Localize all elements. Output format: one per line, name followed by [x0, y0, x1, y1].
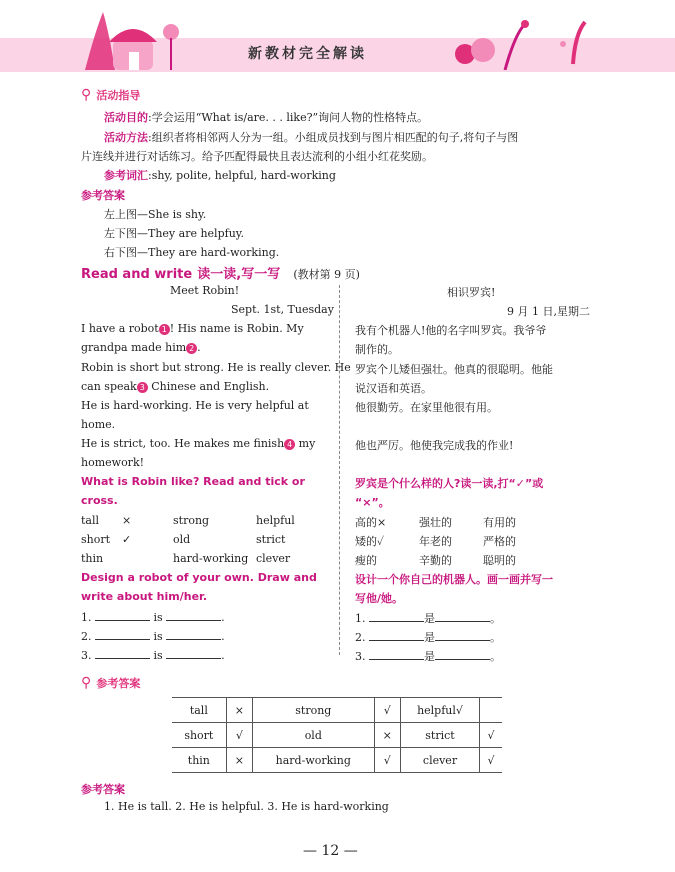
table-cell: old	[252, 723, 374, 748]
table-cell: hard-working	[252, 748, 374, 773]
method-text-2: 片连线并进行对话练习。给予匹配得最快且表达流利的小组小红花奖励。	[81, 150, 433, 163]
fill-blank[interactable]	[166, 610, 221, 621]
page-number: — 12 —	[303, 843, 358, 859]
chinese-p3: 他很勤劳。在家里他很有用。	[355, 401, 498, 414]
cn-grid-r1c2: 强壮的	[419, 516, 452, 529]
answer3-heading: 参考答案	[81, 783, 125, 796]
cn-grid-r2c2: 年老的	[419, 535, 452, 548]
english-p2-line2	[81, 380, 269, 393]
p1b: ! His name is Robin. My	[169, 322, 304, 335]
section-title-en: Read and write	[81, 267, 193, 282]
cn-fill-1	[355, 610, 501, 626]
activity-vocab	[104, 167, 336, 183]
chinese-p1-line1: 我有个机器人!他的名字叫罗宾。我爷爷	[355, 324, 547, 337]
eng-grid-r2c1: short	[81, 533, 111, 546]
chinese-q2-line1: 设计一个你自己的机器人。画一画并写一	[355, 573, 553, 586]
cn-fill-2	[355, 629, 501, 645]
table-cell: √	[480, 723, 502, 748]
fill-num: 3.	[81, 649, 92, 662]
method-label: 活动方法	[104, 131, 148, 144]
eng-grid-r3c1: thin	[81, 552, 104, 565]
answer1-line-3: 右下图—They are hard-working.	[104, 246, 280, 259]
table-cell: short	[172, 723, 226, 748]
p2b: can speak	[81, 380, 137, 393]
eng-grid-r2c2: ✓	[122, 533, 132, 546]
english-q2-line2: write about him/her.	[81, 590, 208, 603]
eng-grid-r2c4: strict	[256, 533, 286, 546]
table-row	[172, 698, 502, 723]
table-row	[172, 748, 502, 773]
answer3-text: 1. He is tall. 2. He is helpful. 3. He is hard-working	[104, 800, 389, 813]
answer2-heading	[81, 672, 140, 691]
english-date: Sept. 1st, Tuesday	[231, 303, 334, 316]
activity-heading-label: 活动指导	[96, 89, 141, 102]
fill-end: 。	[490, 612, 501, 625]
fill-num: 3.	[355, 650, 366, 663]
english-p4-line1	[81, 437, 315, 450]
fill-num: 1.	[355, 612, 366, 625]
eng-grid-r3c3: hard-working	[173, 552, 249, 565]
english-title: Meet Robin!	[170, 284, 240, 297]
eng-grid-r3c4: clever	[256, 552, 291, 565]
fill-blank[interactable]	[369, 611, 424, 622]
eng-grid-r2c3: old	[173, 533, 191, 546]
chinese-p1-line2: 制作的。	[355, 343, 399, 356]
plants-decoration-icon	[445, 14, 605, 70]
fill-blank[interactable]	[369, 630, 424, 641]
fill-blank[interactable]	[435, 611, 490, 622]
cn-grid-r2c3: 严格的	[483, 535, 516, 548]
answer1-line-1: 左上图—She is shy.	[104, 208, 207, 221]
eng-grid-r1c2: ×	[122, 514, 132, 527]
english-p3-line2: home.	[81, 418, 116, 431]
table-cell: thin	[172, 748, 226, 773]
fill-blank[interactable]	[435, 630, 490, 641]
magnifier-icon: ⚲	[81, 675, 92, 691]
english-p3-line1: He is hard-working. He is very helpful at	[81, 399, 309, 412]
fill-end: 。	[490, 650, 501, 663]
english-p4-line2: homework!	[81, 456, 145, 469]
table-cell: √	[374, 698, 400, 723]
english-q2-line1: Design a robot of your own. Draw and	[81, 571, 317, 584]
eng-fill-1: 1. is .	[81, 611, 225, 624]
magnifier-icon: ⚲	[81, 87, 92, 103]
eng-fill-2: 2. is .	[81, 630, 225, 643]
fill-is: is	[153, 630, 163, 643]
fill-shi: 是	[424, 612, 435, 625]
fill-num: 1.	[81, 611, 92, 624]
section-title-cn: 读一读,写一写	[197, 267, 281, 282]
fill-blank[interactable]	[369, 649, 424, 660]
column-divider	[339, 285, 340, 655]
marker-1: 1	[159, 324, 170, 335]
goal-label: 活动目的	[104, 111, 148, 124]
marker-4: 4	[284, 439, 295, 450]
activity-goal	[104, 109, 428, 125]
section-title	[81, 263, 360, 282]
method-text-1: :组织者将相邻两人分为一组。小组成员找到与图片相匹配的句子,将句子与图	[148, 131, 519, 144]
fill-blank[interactable]	[95, 610, 150, 621]
eng-grid-r1c4: helpful	[256, 514, 295, 527]
header-title: 新教材完全解读	[248, 46, 367, 62]
english-p1-line2	[81, 341, 201, 354]
p1d: .	[197, 341, 201, 354]
eng-fill-3: 3. is .	[81, 649, 225, 662]
fill-num: 2.	[355, 631, 366, 644]
cn-grid-r2c1: 矮的✓	[355, 535, 385, 548]
p4a: He is strict, too. He makes me finish	[81, 437, 285, 450]
table-cell: strict	[400, 723, 479, 748]
english-q1-line1: What is Robin like? Read and tick or	[81, 475, 305, 488]
chinese-q1-line2: “×”。	[355, 496, 390, 509]
answer-table	[172, 697, 502, 773]
chinese-p2-line1: 罗宾个儿矮但强壮。他真的很聪明。他能	[355, 363, 553, 376]
table-cell: ×	[374, 723, 400, 748]
chinese-q1-line1: 罗宾是个什么样的人?读一读,打“✓”或	[355, 477, 544, 490]
fill-blank[interactable]	[95, 648, 150, 659]
table-cell: tall	[172, 698, 226, 723]
table-cell	[480, 698, 502, 723]
activity-heading	[81, 84, 140, 103]
chinese-title: 相识罗宾!	[447, 286, 496, 299]
table-cell: √	[480, 748, 502, 773]
marker-3: 3	[137, 382, 148, 393]
section-textbook-ref: (教材第 9 页)	[293, 268, 360, 281]
cn-grid-r3c3: 聪明的	[483, 554, 516, 567]
cn-fill-3	[355, 648, 501, 664]
table-cell: √	[374, 748, 400, 773]
answer1-line-2: 左下图—They are helpfuy.	[104, 227, 245, 240]
p4b: my	[295, 437, 316, 450]
vocab-text: :shy, polite, helpful, hard-working	[148, 169, 336, 182]
p1a: I have a robot	[81, 322, 159, 335]
fill-blank[interactable]	[95, 629, 150, 640]
chinese-p2-line2: 说汉语和英语。	[355, 382, 432, 395]
english-p1-line1	[81, 322, 304, 335]
fill-is: is	[153, 611, 163, 624]
fill-blank[interactable]	[435, 649, 490, 660]
fill-shi: 是	[424, 650, 435, 663]
chinese-p4: 他也严厉。他使我完成我的作业!	[355, 439, 514, 452]
marker-2: 2	[186, 343, 197, 354]
table-cell: clever	[400, 748, 479, 773]
vocab-label: 参考词汇	[104, 169, 148, 182]
answer2-heading-label: 参考答案	[96, 677, 141, 690]
table-cell: helpful√	[400, 698, 479, 723]
goal-text: :学会运用“What is/are. . . like?”询问人物的性格特点。	[148, 111, 429, 124]
house-tree-decoration-icon	[75, 2, 185, 70]
chinese-date: 9 月 1 日,星期二	[507, 305, 590, 318]
table-cell: ×	[226, 698, 252, 723]
english-p2-line1: Robin is short but strong. He is really clever. He	[81, 361, 351, 374]
fill-end: 。	[490, 631, 501, 644]
answer1-heading: 参考答案	[81, 189, 125, 202]
table-cell: ×	[226, 748, 252, 773]
p1c: grandpa made him	[81, 341, 187, 354]
fill-shi: 是	[424, 631, 435, 644]
fill-is: is	[153, 649, 163, 662]
cn-grid-r1c3: 有用的	[483, 516, 516, 529]
cn-grid-r1c1: 高的×	[355, 516, 387, 529]
table-cell: √	[226, 723, 252, 748]
fill-num: 2.	[81, 630, 92, 643]
eng-grid-r1c1: tall	[81, 514, 100, 527]
cn-grid-r3c1: 瘦的	[355, 554, 377, 567]
english-q1-line2: cross.	[81, 494, 118, 507]
cn-grid-r3c2: 辛勤的	[419, 554, 452, 567]
table-row	[172, 723, 502, 748]
activity-method	[104, 129, 518, 145]
chinese-q2-line2: 写他/她。	[355, 592, 404, 605]
p2c: Chinese and English.	[147, 380, 270, 393]
table-cell: strong	[252, 698, 374, 723]
fill-blank[interactable]	[166, 648, 221, 659]
eng-grid-r1c3: strong	[173, 514, 210, 527]
fill-blank[interactable]	[166, 629, 221, 640]
